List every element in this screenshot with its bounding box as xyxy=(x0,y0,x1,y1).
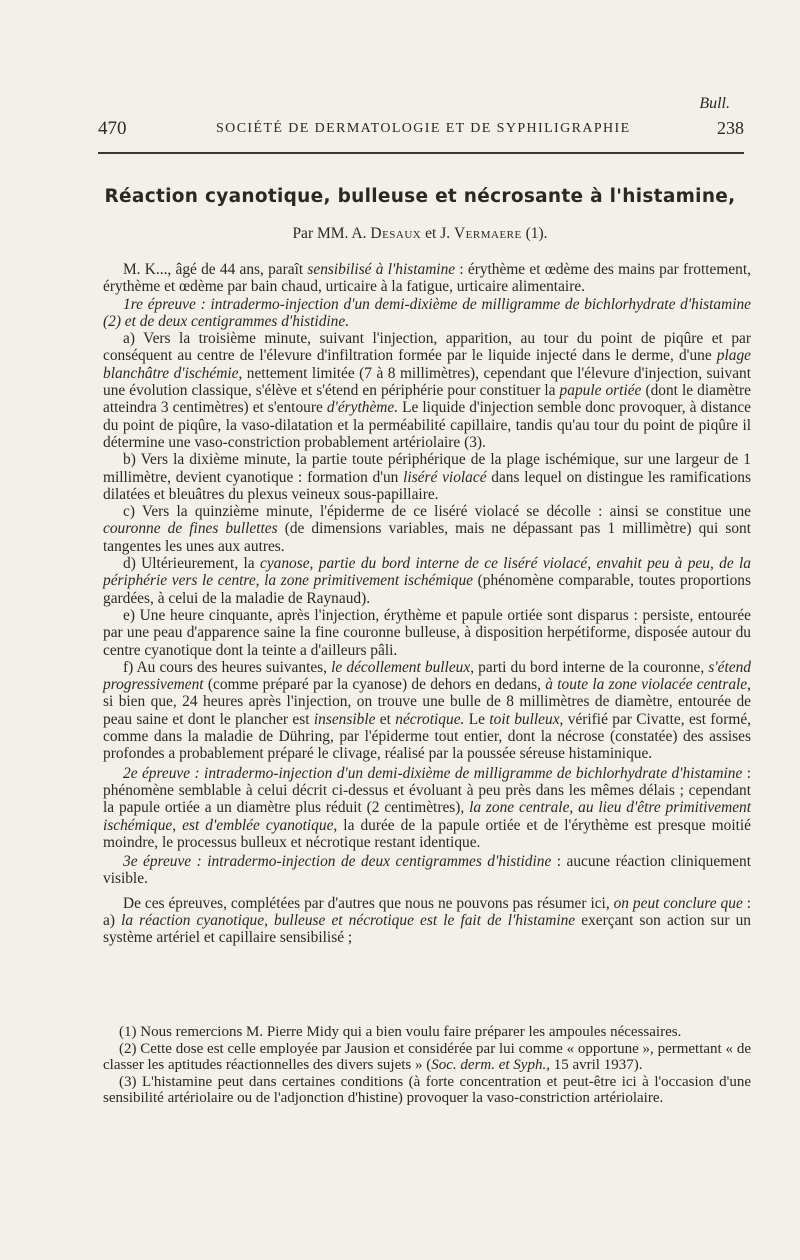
emphasis: toit bulleux xyxy=(489,710,560,728)
emphasis: la réaction cyanotique, bulleuse et nécrotique est le fait de l'histamine xyxy=(121,911,576,929)
page-number: 470 xyxy=(98,118,127,139)
paragraph-test-2 xyxy=(103,765,751,851)
text-run: d) Ultérieurement, la xyxy=(123,555,260,573)
text-run: : érythème et œdème des mains par frottement, érythème et œdème par bain chaud, urticaire à la fatigue, urticaire alimentaire. xyxy=(103,261,751,296)
text-run: dans lequel on distingue les ramifications dilatées et bleuâtres du plexus veineux sous-papillaire. xyxy=(103,468,751,503)
text-run: , nettement limitée (7 à 8 millimètres), cependant que l'élevure d'injection, suivant une évolution classique, s'élève et s'étend en périphérie pour constituer la xyxy=(103,364,752,400)
emphasis: s'étend progressivement xyxy=(103,658,751,694)
emphasis: la zone centrale, au lieu d'être primitivement ischémique, est d'emblée cyanotique xyxy=(103,799,751,834)
text-run: : a) xyxy=(103,894,751,929)
emphasis: à toute la zone violacée centrale xyxy=(545,676,748,694)
text-run: : phénomène semblable à celui décrit ci-dessus et évoluant à peu près dans les mêmes délais ; cependant la papule ortiée a un diamètre plus réduit (2 centimètres), xyxy=(103,764,751,817)
emphasis: sensibilisé à l'histamine xyxy=(307,261,456,278)
footnote-2 xyxy=(103,1041,751,1074)
text-run: , la durée de la papule ortiée et de l'érythème est presque moitié moindre, le processus bulleux et nécrotique restant identique. xyxy=(103,816,751,851)
emphasis: couronne de fines bullettes xyxy=(103,520,278,538)
footnote-3: (3) L'histamine peut dans certaines conditions (à forte concentration et peut-être ici à l'occasion d'une sensibilité artériolaire ou de l'adjonction d'histine) provoquer la vaso-constriction artériolaire. xyxy=(103,1073,751,1107)
article-title: Réaction cyanotique, bulleuse et nécrosante à l'histamine, xyxy=(104,186,736,207)
footnotes xyxy=(103,1024,751,1107)
paragraph-a xyxy=(103,330,751,451)
text-run: M. K..., âgé de 44 ans, paraît xyxy=(123,261,308,278)
text-run: (dont le diamètre atteindra 3 centimètres) et s'entoure xyxy=(103,382,751,417)
text-run: c) Vers la quinzième minute, l'épiderme de ce liséré violacé se décolle : ainsi se constitue une xyxy=(123,503,751,521)
test-heading: 1re épreuve : intradermo-injection d'un demi-dixième de milligramme de bichlorhydrate d'histamine (2) et de deux centigrammes d'histidine. xyxy=(103,295,751,330)
text-run: , si bien que, 24 heures après l'injection, on trouve une bulle de 8 millimètres de diamètre, entourée de peau saine et dont le plancher est xyxy=(103,676,751,728)
text-run: a) Vers la troisième minute, suivant l'injection, apparition, au tour du point de piqûre et par conséquent au centre de l'élevure d'infiltration formée par le liquide injecté dans le derme, d'une xyxy=(103,330,751,365)
text-run: exerçant son action sur un système artériel et capillaire sensibilisé ; xyxy=(103,911,751,947)
emphasis: liséré violacé xyxy=(403,468,487,486)
authors-line xyxy=(0,225,800,243)
text-run: (comme préparé par la cyanose) de dehors en dedans, xyxy=(203,676,546,694)
text-run: (de dimensions variables, mais ne dépassant pas 1 millimètre) qui sont tangentes les unes aux autres. xyxy=(103,520,752,555)
paragraph-patient xyxy=(103,261,751,296)
paragraph-c xyxy=(103,503,751,555)
author-vermaere: Vermaere xyxy=(453,225,522,242)
paragraph-f xyxy=(103,659,751,763)
paragraph-conclusion xyxy=(103,895,751,947)
bulletin-number: 238 xyxy=(717,118,744,138)
text-run: b) Vers la dixième minute, la partie toute périphérique de la plage ischémique, sur une largeur de 1 millimètre, devient cyanotique : formation d'un xyxy=(103,451,751,486)
running-title: SOCIÉTÉ DE DERMATOLOGIE ET DE SYPHILIGRAPHIE xyxy=(216,121,631,136)
emphasis: le décollement bulleux xyxy=(331,658,471,676)
emphasis: d'érythème. xyxy=(326,399,399,417)
text-run: f) Au cours des heures suivantes, xyxy=(123,658,332,676)
emphasis: papule ortiée xyxy=(559,382,642,400)
paragraph-e: e) Une heure cinquante, après l'injection, érythème et papule ortiée sont disparus : persiste, entourée par une peau d'apparence saine la fine couronne bulleuse, à disposition herpétiforme, disposée autour du centre cyanotique dont la teinte a d'ailleurs pâli. xyxy=(103,606,751,659)
author-desaux: Desaux xyxy=(370,225,422,242)
text-run: Le liquide d'injection semble donc provoquer, à distance du point de piqûre, la vaso-dilatation et la perméabilité capillaire, tandis qu'au tour du point de piqûre il détermine une vaso-constriction probablement artériolaire (3). xyxy=(103,399,751,451)
emphasis: cyanose, partie du bord interne de ce liséré violacé, envahit peu à peu, de la périphérie vers le centre, la zone primitivement ischémique xyxy=(103,555,751,590)
text-run: , parti du bord interne de la couronne, xyxy=(470,658,709,676)
paragraph-b xyxy=(103,451,751,503)
text-run: (phénomène comparable, toutes proportions gardées, à celui de la maladie de Raynaud). xyxy=(103,572,751,607)
footnote-1: (1) Nous remercions M. Pierre Midy qui a bien voulu faire préparer les ampoules nécessaires. xyxy=(119,1024,682,1040)
authors-mid: et J. xyxy=(425,225,451,242)
text-run: et xyxy=(375,710,396,728)
paragraph-test-1 xyxy=(103,296,751,331)
emphasis: nécrotique. xyxy=(395,710,465,728)
test-heading: 3e épreuve : intradermo-injection de deux centigrammes d'histidine xyxy=(123,853,552,871)
header-rule xyxy=(98,152,744,154)
text-run: Le xyxy=(464,710,490,728)
journal-tag: Bull. xyxy=(699,95,730,112)
paragraph-test-3 xyxy=(103,853,751,888)
article-body xyxy=(103,261,751,947)
running-header xyxy=(98,118,744,140)
emphasis: on peut conclure que xyxy=(613,894,743,912)
emphasis: insensible xyxy=(313,710,376,728)
text-run: : aucune réaction cliniquement visible. xyxy=(103,853,751,888)
paragraph-d xyxy=(103,555,751,607)
emphasis: Soc. derm. et Syph. xyxy=(431,1057,547,1074)
text-run: , vérifié par Civatte, est formé, comme dans la maladie de Dühring, par l'épiderme tout entier, dont la nécrose (constatée) des assises profondes a probablement préparé le clivage, réalisé par la poussée séreuse histaminique. xyxy=(103,710,751,763)
text-run: (2) Cette dose est celle employée par Jausion et considérée par lui comme « opportune », permettant « de classer les aptitudes réactionnelles des divers sujets » ( xyxy=(103,1040,751,1074)
text-run: De ces épreuves, complétées par d'autres que nous ne pouvons pas résumer ici, xyxy=(123,894,614,912)
authors-prefix: Par MM. A. xyxy=(292,225,367,242)
authors-suffix: (1). xyxy=(525,225,548,242)
test-heading: 2e épreuve : intradermo-injection d'un demi-dixième de milligramme de bichlorhydrate d'histamine xyxy=(123,764,743,782)
emphasis: plage blanchâtre d'ischémie xyxy=(103,347,751,382)
text-run: , 15 avril 1937). xyxy=(546,1057,643,1074)
